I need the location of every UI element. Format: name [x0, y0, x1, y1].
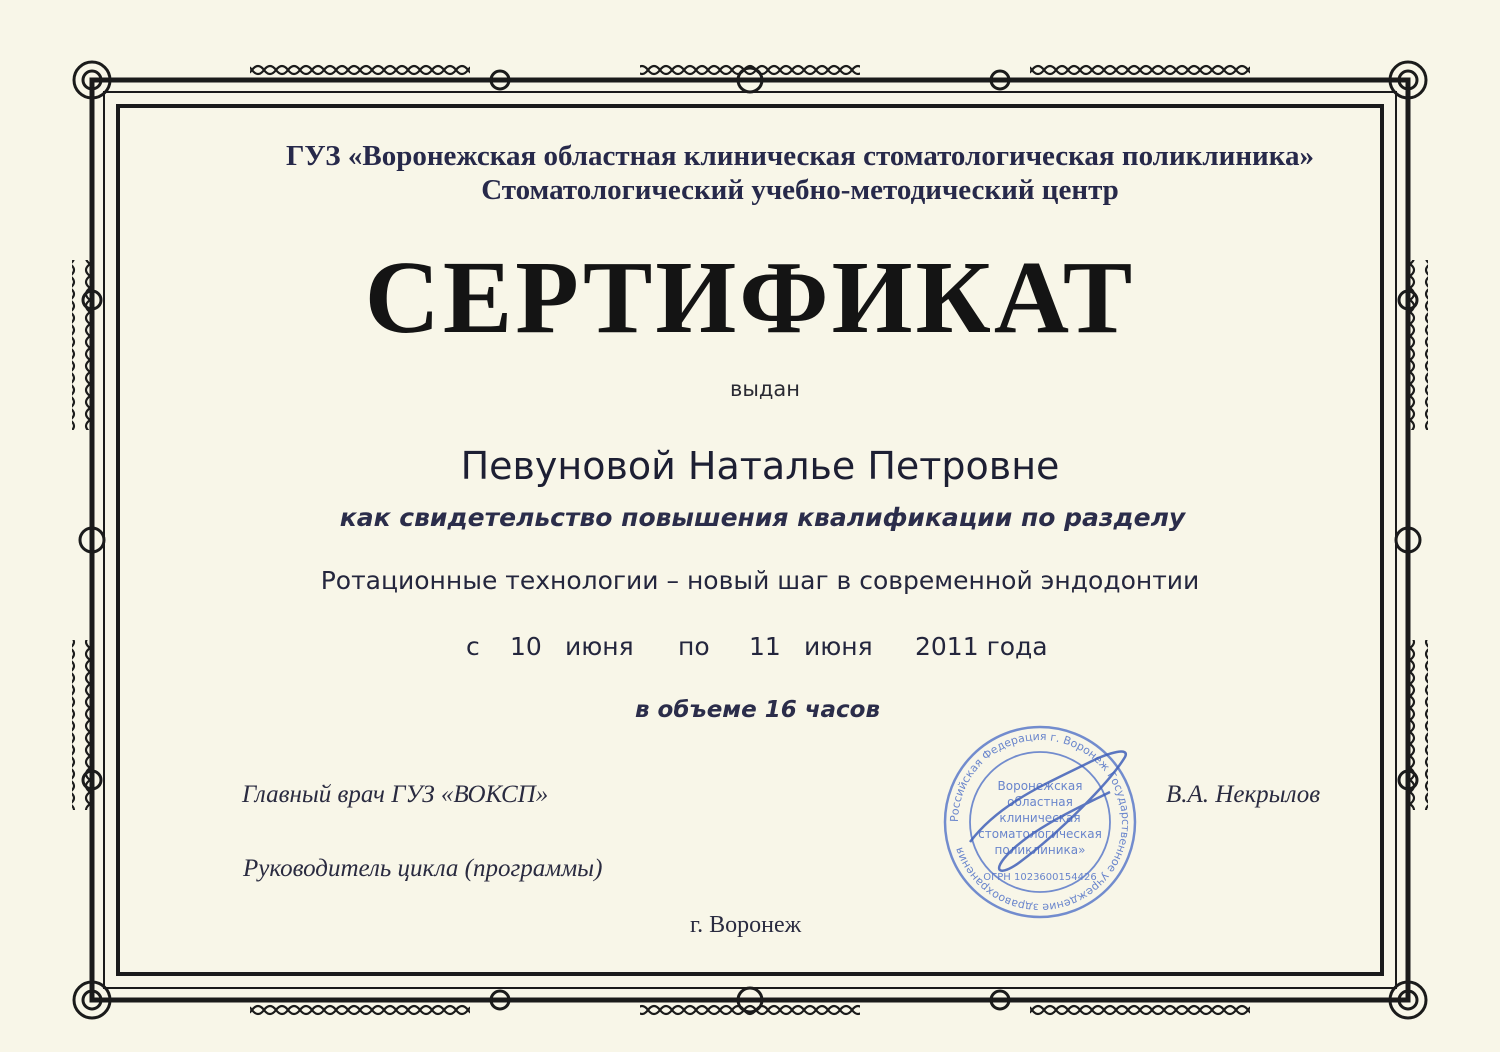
stamp-line-5: поликлиника» — [994, 843, 1086, 857]
period-to-day: 11 — [749, 632, 781, 661]
stamp-outer-text: Российская Федерация г. Воронеж Государственное учреждение здравоохранения — [947, 729, 1133, 915]
period-year: 2011 года — [915, 632, 1048, 661]
chief-doctor-title: Главный врач ГУЗ «ВОКСП» — [242, 781, 549, 808]
course-period — [0, 632, 1500, 672]
institution-name: ГУЗ «Воронежская областная клиническая стоматологическая поликлиника» — [285, 140, 1315, 172]
stamp-line-2: областная — [1007, 795, 1073, 809]
center-name: Стоматологический учебно-методический центр — [481, 174, 1119, 206]
issued-label: выдан — [729, 377, 801, 401]
certificate-title: СЕРТИФИКАТ — [364, 240, 1136, 355]
period-to-month: июня — [804, 632, 873, 661]
period-from-month: июня — [565, 632, 634, 661]
stamp-ogrn: ОГРН 1023600154426 — [983, 872, 1097, 883]
program-head-title: Руководитель цикла (программы) — [243, 855, 603, 882]
chief-doctor-name: В.А. Некрылов — [1166, 781, 1321, 808]
recipient-name: Певуновой Наталье Петровне — [460, 444, 1060, 488]
period-from-day: 10 — [510, 632, 542, 661]
course-title: Ротационные технологии – новый шаг в современной эндодонтии — [320, 566, 1200, 595]
purpose-text: как свидетельство повышения квалификации по разделу — [339, 503, 1186, 532]
stamp-line-4: стоматологическая — [978, 827, 1102, 841]
stamp-line-1: Воронежская — [997, 779, 1083, 793]
period-from-prefix: с — [466, 632, 480, 661]
hours-volume: в объеме 16 часов — [634, 697, 881, 723]
stamp-line-3: клиническая — [999, 811, 1081, 825]
city: г. Воронеж — [690, 912, 802, 938]
official-stamp — [940, 722, 1140, 922]
period-to-prefix: по — [678, 632, 710, 661]
